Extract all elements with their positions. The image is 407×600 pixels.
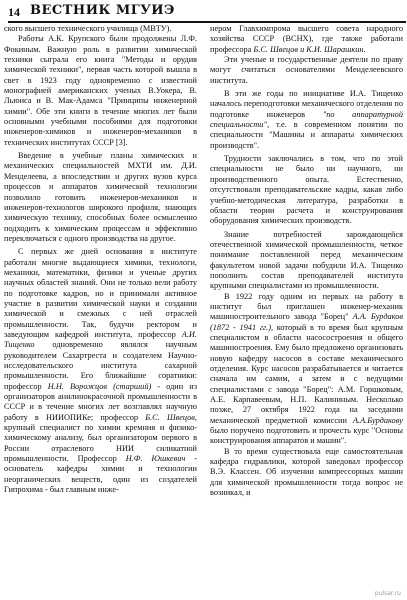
text-run: , крупный специалист по химии кремния и физико-химическому анализу, был организатором первого в России отраслевого НИИ силикатной промышленности. Профессор (4, 412, 197, 464)
paragraph: Эти ученые и государственные деятели по праву могут считаться основателями Менделеевского института. (210, 55, 403, 85)
paragraph (4, 247, 197, 495)
left-column (4, 24, 197, 594)
paragraph: Работы А.К. Крупского были продолжены Л.Ф. Фокиным. Важную роль в развитии химической техники сыграла его книга "Методы и орудия химической техники", первая часть которой вышла в свет в 1923 году одновременно с известной монографией американских ученых В.Уокера, В. Льюиса и В. Мак-Адамса "Принципы инженерной химии". Обе эти книги в течение многих лет были основными учебными пособиями для подготовки инженеров-химиков и инженеров-механиков в технических институтах СССР [3]. (4, 34, 197, 147)
page-number: 14 (8, 5, 20, 19)
paragraph (210, 292, 403, 447)
italic-name: А.А.Бурдакову (352, 415, 403, 425)
header-rule (8, 21, 406, 23)
italic-name: А.А. Бурдаков (1872 - 1941 гг.) (210, 312, 403, 332)
italic-name: Н.Ф. Юшкевич (125, 454, 186, 464)
paragraph: В то время существовала еще самостоятельная кафедра гидравлики, которой заведовал профессор В.Э. Классен. Об изучении компрессорных машин для химической промышленности тогда вопрос не возникал, и (210, 446, 403, 498)
text-run: , который в то время был крупным специалистом в области насосостроения и общего машиностроения. Ему было предложено организовать новую кафедру насосов в составе механического отделения. Курс насосов разрабатывается и читается сначала им самим, а затем и с ведущими специалистами с завода "Борец": А.М. Горшковым, А.Е. Карпавеевым, Н.П. Калининым. Несколько позже, 27 октября 1922 года на заседании механической предметной комиссии (210, 322, 403, 425)
paragraph (210, 24, 403, 55)
paragraph: Знание потребностей зарождающейся отечественной химической промышленности, четкое понимание поставленной перед механическим факультетом новой задачи побудили И.А. Тищенко пополнить состав преподавателей института крупными специалистами из промышленности. (210, 229, 403, 291)
right-column (210, 24, 403, 594)
text-run: - один из организаторов анилинокрасочной промышленности в СССР и в течение многих лет возглавлял научную работу в НИИОПИКе; профессор (4, 381, 197, 422)
text-run: В эти же годы по инициативе И.А. Тищенко началось переподготовки механического отделения по подготовке инженеров (210, 89, 403, 119)
text-run: - основатель кафедры химии и технологии неорганических веществ, один из создателей Гипрохима - был главным инже- (4, 454, 197, 495)
paragraph: ского высшего технического училища (МВТУ). (4, 24, 172, 33)
paragraph: Трудности заключались в том, что по этой специальности не было ни научного, ни производственного опыта. Естественно, отсутствовали преподавательские кадры, какая либо учебно-методическая литература, разработки в области теории расчета и конструирования оборудования химических производств. (210, 154, 403, 226)
italic-name: Б.С. Швецов и К.И. Шарашкин (253, 44, 364, 54)
text-run: С первых же дней основания в институте работали многие выдающиеся химики, технологи, механики, математики, физики и ученые других научных областей знаний. Они не только вели работу по подготовке кадров, но и принимали активное участие в развитии химической науки и создании химической и смежных с ней отраслей промышленности. Так, будучи ректором и заведующим кафедрой института, профессор (4, 247, 197, 339)
italic-term: "по аппаратурной специальности" (210, 109, 403, 130)
text-run: одновременно являлся научным руководителем Сахартреста и создателем Научно-исследовательского института сахарной промышленности. Его ближайшие соратники: профессор (4, 340, 197, 391)
journal-title: ВЕСТНИК МГУИЭ (30, 3, 175, 18)
italic-name: Н.Н. Ворожцов (старший) (47, 381, 152, 391)
paragraph (210, 89, 403, 151)
text-run: , т.е. в современном понятии по специальности "Машины и аппараты химических производств". (210, 120, 403, 150)
running-header (4, 2, 402, 22)
text-run: В 1922 году одним из первых на работу в институт был приглашен инженер-механик машиностроительного завода "Борец" (210, 291, 403, 322)
paragraph: Введение в учебные планы химических и механических специальностей МХТИ им. Д.И. Менделеева, а впоследствии и других вузов курса процессов и аппаратов химической технологии позволило готовить инженеров-механиков и инженеров-технологов широкого профиля, знающих химическую технику, способных более осмысленно подходить к химическим процессам и эффективно переключаться с одного производства на другое. (4, 151, 197, 243)
italic-name: А.И. Тищенко (4, 329, 197, 350)
text-run: нером Главхимпрома высшего совета народного хозяйства СССР (ВСНХ), где также работали профессора (210, 24, 403, 54)
text-run: было поручено подготовить и прочесть курс "Основы конструирования аппаратов и машин". (210, 426, 403, 446)
watermark: pulsar.ru (374, 590, 401, 597)
italic-name: Б.С. Швецов (145, 412, 195, 422)
text-run: . (363, 44, 366, 54)
